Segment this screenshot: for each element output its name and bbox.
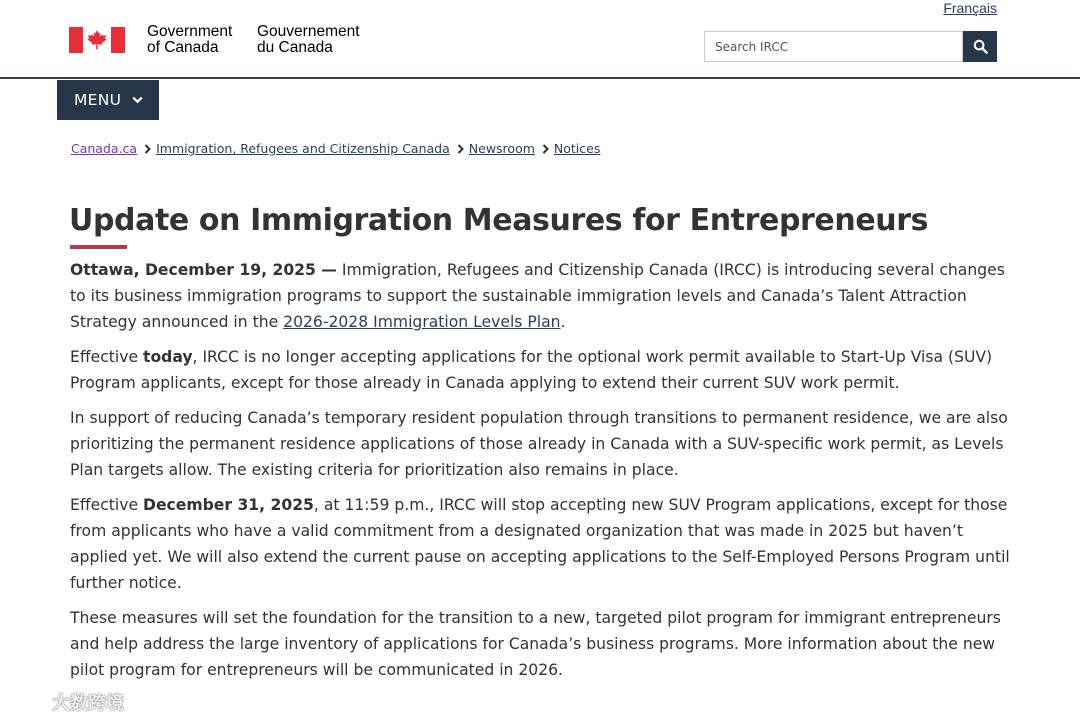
paragraph-suv-stop [70,492,1010,596]
signature-english[interactable] [147,24,232,56]
watermark-logo-icon [8,691,48,713]
chevron-right-icon [457,144,464,154]
paragraph-pilot-program: These measures will set the foundation for the transition to a new, targeted pilot program for immigrant entrepreneurs and help address the large inventory of applications for Canada’s business programs. More information about the new pilot program for entrepreneurs will be communicated in 2026. [70,609,1001,679]
flag-center [83,27,111,53]
signature-fr-line2: du Canada [257,39,333,56]
title-underline [70,245,127,249]
signature-fr-line1: Gouvernement [257,23,360,40]
p2-text: , IRCC is no longer accepting applications for the optional work permit available to Start-Up Visa (SUV) Program applicants, except for those already in Canada applying to extend their current SUV work permit. [70,348,993,392]
chevron-down-icon [132,96,143,104]
levels-plan-link[interactable]: 2026-2028 Immigration Levels Plan [283,313,561,331]
maple-leaf-icon [86,29,108,51]
dateline: Ottawa, December 19, 2025 — [70,261,337,279]
news-body [70,257,1010,692]
canada-flag[interactable] [69,27,125,53]
p2-bold: today [143,348,193,366]
menu-label: MENU [74,91,122,109]
chevron-right-icon [542,144,549,154]
paragraph-intro [70,257,1010,335]
intro-text: Immigration, Refugees and Citizenship Canada (IRCC) is introducing several changes to its business immigration programs to support the sustainable immigration levels and Canada’s Talent Attraction Strategy announced in the [70,261,1005,331]
chevron-right-icon [144,144,151,154]
watermark-text: 大数跨境 [52,693,124,714]
p2-pre: Effective [70,348,143,366]
p4-text: , at 11:59 p.m., IRCC will stop accepting new SUV Program applications, except for those from applicants who have a valid commitment from a designated organization that was made in 2025 but haven’t applied yet. We will also extend the current pause on accepting applications to the Self-Employed Persons Program until further notice. [70,496,1010,592]
search-form [704,31,997,62]
menu-button[interactable] [57,80,159,120]
flag-left-bar [69,27,83,53]
site-header [0,0,1080,79]
search-icon [973,39,988,54]
search-input[interactable] [704,31,963,62]
signature-french[interactable] [257,24,360,56]
page-title: Update on Immigration Measures for Entrepreneurs [69,203,929,238]
watermark [8,689,124,715]
search-button[interactable] [963,31,997,62]
breadcrumb-notices[interactable]: Notices [553,141,601,156]
signature-en-line1: Government [147,23,233,40]
signature-en-line2: of Canada [147,39,219,56]
breadcrumb-newsroom[interactable]: Newsroom [468,141,535,156]
paragraph-work-permit [70,344,1010,396]
p4-pre: Effective [70,496,143,514]
paragraph-prioritizing: In support of reducing Canada’s temporary resident population through transitions to permanent residence, we are also prioritizing the permanent residence applications of those already in Canada with a SUV-specific work permit, as Levels Plan targets allow. The existing criteria for prioritization also remains in place. [70,409,1008,479]
breadcrumb-canada-ca[interactable]: Canada.ca [71,141,138,156]
breadcrumb [71,141,600,156]
p4-bold: December 31, 2025 [143,496,314,514]
flag-right-bar [111,27,125,53]
breadcrumb-ircc[interactable]: Immigration, Refugees and Citizenship Canada [156,141,450,156]
language-toggle-link[interactable]: Français [943,0,997,16]
intro-end: . [560,313,566,331]
